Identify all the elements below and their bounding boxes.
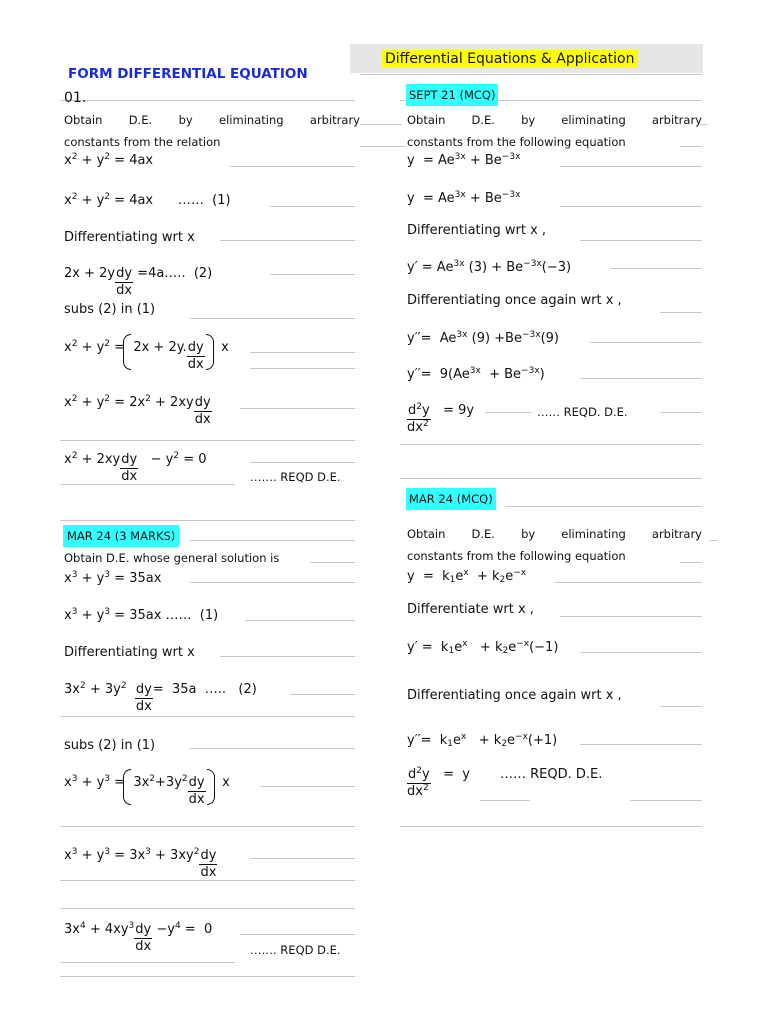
r2-result: $\frac{d^2y}{dx^2}$ = y	[407, 766, 470, 799]
q2-prompt: Obtain D.E. whose general solution is	[64, 551, 280, 565]
q2-equation-1: $x^3 + y^3 = 35ax$ …… (1)	[64, 607, 219, 623]
r1-first-derivative: $y' = Ae^{3x}$ $(3) + Be^{-3x}(-3)$	[407, 259, 572, 275]
q1-subs: subs (2) in (1)	[64, 302, 156, 317]
q1-prompt-line1: Obtain D.E. by eliminating arbitrary	[64, 113, 360, 127]
q2-reqd-label: ……. REQD D.E.	[250, 943, 341, 957]
question-number: 01.	[64, 90, 87, 106]
q1-relation: $x^2 + y^2 = 4ax$	[64, 152, 154, 168]
r2-differentiating-2: Differentiating once again wrt x ,	[407, 688, 622, 703]
r1-relation: $y = Ae^{3x} + Be^{-3x}$	[407, 152, 521, 168]
q1-reqd-label: ……. REQD D.E.	[250, 470, 341, 484]
r1-second-derivative: $y''= Ae^{3x}$ $(9) +Be^{-3x}(9)$	[407, 330, 559, 346]
r2-differentiating-1: Differentiate wrt x ,	[407, 602, 534, 617]
q1-prompt-line2: constants from the relation	[64, 135, 221, 149]
q1-equation-2: 2x + 2y $\frac{dy}{dx}$ =4a….. (2)	[64, 266, 213, 298]
section-title: FORM DIFFERENTIAL EQUATION	[68, 66, 308, 82]
r1-result: $\frac{d^2y}{dx^2}$ = 9y	[407, 402, 475, 435]
q1-expanded: $x^2 + y^2 = 2x^2 + 2xy$ $\frac{dy}{dx}$	[64, 394, 211, 427]
r1-differentiating-2: Differentiating once again wrt x ,	[407, 293, 622, 308]
q2-result: $3x^4 + 4xy^3$ $\frac{dy}{dx}$ $-y^4 = 0$	[64, 921, 213, 954]
q2-differentiating: Differentiating wrt x	[64, 645, 195, 660]
q2-relation: $x^3 + y^3 = 35ax$	[64, 570, 162, 586]
q1-substituted: $x^2 + y^2$ = 2x + 2y. $\frac{dy}{dx}$ x	[64, 340, 229, 373]
r1-equation: $y = Ae^{3x} + Be^{-3x}$	[407, 190, 521, 206]
r2-relation: $y = k_1e^x + k_2e^{-x}$	[407, 568, 527, 585]
document-banner: Differential Equations & Application	[382, 50, 638, 68]
sept21-mcq-tag: SEPT 21 (MCQ)	[406, 84, 498, 106]
r1-prompt-line2: constants from the following equation	[407, 135, 626, 149]
r1-differentiating-1: Differentiating wrt x ,	[407, 223, 547, 238]
r2-prompt-line2: constants from the following equation	[407, 549, 626, 563]
mar24-3marks-tag: MAR 24 (3 MARKS)	[63, 525, 179, 547]
q1-result: $x^2 + 2xy$ $\frac{dy}{dx}$ − $y^2 = 0$	[64, 451, 207, 484]
q1-equation-1: $x^2 + y^2 = 4ax$ …… (1)	[64, 192, 231, 208]
r2-prompt-line1: Obtain D.E. by eliminating arbitrary	[407, 527, 702, 541]
r2-first-derivative: $y' = k_1e^x + k_2e^{-x}(-1)$	[407, 639, 559, 656]
mar24-mcq-tag: MAR 24 (MCQ)	[406, 488, 496, 510]
r2-second-derivative: $y''= k_1e^x + k_2e^{-x}(+1)$	[407, 732, 558, 749]
q2-equation-2: $3x^2 + 3y^2$ $\frac{dy}{dx}$ = 35a ….. (2)	[64, 681, 257, 714]
r1-reqd-label: …… REQD. D.E.	[537, 405, 628, 419]
q2-subs: subs (2) in (1)	[64, 738, 156, 753]
r1-prompt-line1: Obtain D.E. by eliminating arbitrary	[407, 113, 702, 127]
q2-expanded: $x^3 + y^3 = 3x^3 + 3xy^2$ $\frac{dy}{dx}$	[64, 847, 217, 880]
r1-second-derivative-simplified: $y''= 9(Ae^{3x} + Be^{-3x})$	[407, 366, 545, 382]
r2-reqd-label: …… REQD. D.E.	[500, 767, 603, 782]
q2-substituted: $x^3 + y^3$ = $3x^2+3y^2$ $\frac{dy}{dx}$ x	[64, 775, 230, 808]
q1-differentiating: Differentiating wrt x	[64, 230, 195, 245]
